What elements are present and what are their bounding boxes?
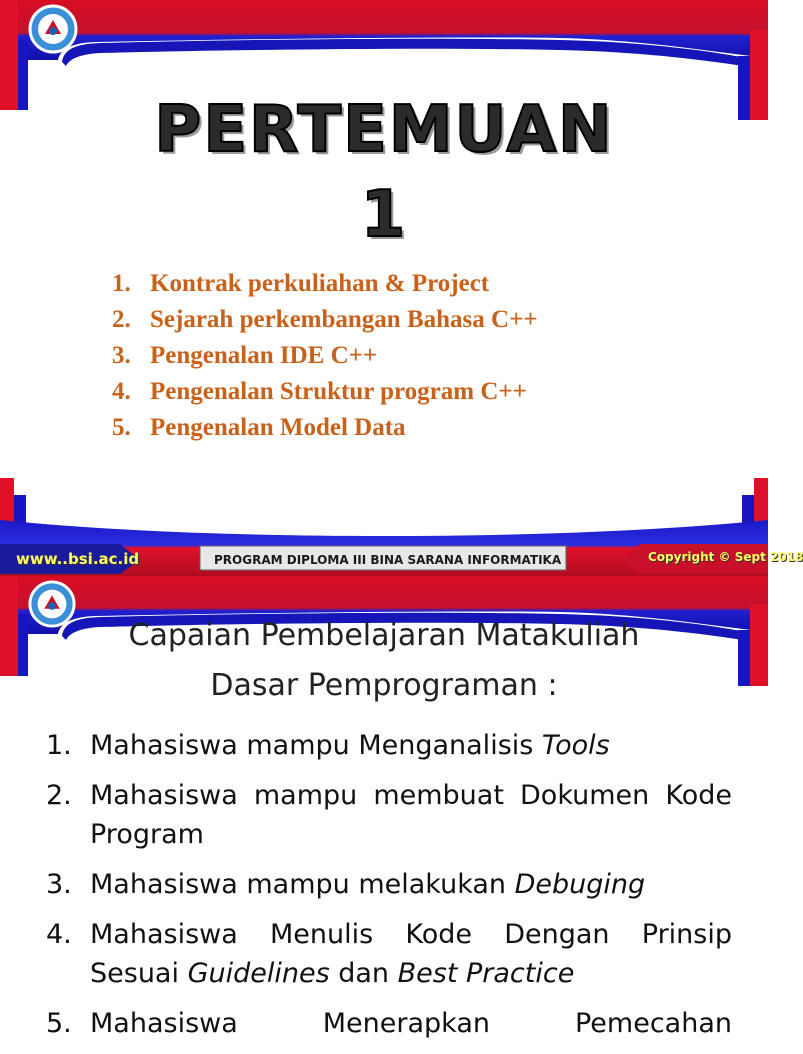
slide-capaian (0, 576, 768, 1039)
bsi-logo (28, 4, 78, 54)
footer-url: www..bsi.ac.id (16, 550, 140, 568)
footer-program-name: PROGRAM DIPLOMA III BINA SARANA INFORMATIKA (214, 553, 562, 567)
pertemuan-number: 1 (360, 178, 408, 252)
learning-goal-number: 2. (46, 780, 72, 811)
learning-goal-item (46, 915, 732, 993)
learning-goal-text: Mahasiswa Menulis Kode Dengan Prinsip Sesuai Guidelines dan Best Practice (90, 919, 732, 989)
learning-goal-text: Mahasiswa mampu Menganalisis Tools (90, 730, 610, 761)
footer-copyright: Copyright © Sept 2018 (648, 550, 803, 564)
learning-goal-number: 5. (46, 1008, 72, 1039)
learning-goal-item (46, 865, 732, 904)
topic-item: 4. Pengenalan Struktur program C++ (112, 378, 527, 405)
topic-item: 5. Pengenalan Model Data (112, 414, 406, 441)
learning-goal-item (46, 726, 732, 765)
pertemuan-title: PERTEMUAN (154, 93, 614, 167)
topic-item: 2. Sejarah perkembangan Bahasa C++ (112, 306, 538, 333)
slide-heading: Capaian Pembelajaran Matakuliah (128, 618, 640, 653)
topic-list (112, 266, 538, 446)
topic-item: 3. Pengenalan IDE C++ (112, 342, 378, 369)
slide-subheading: Dasar Pemprograman : (210, 668, 558, 703)
topic-item: 1. Kontrak perkuliahan & Project (112, 270, 490, 297)
learning-goal-number: 3. (46, 869, 72, 900)
learning-goal-text: Mahasiswa mampu membuat Dokumen Kode Program (90, 780, 732, 850)
learning-goal-item (46, 1004, 732, 1043)
learning-goal-item (46, 776, 732, 854)
learning-goal-number: 4. (46, 919, 72, 950)
learning-goals-list (46, 726, 732, 1054)
learning-goal-text: Mahasiswa Menerapkan Pemecahan (90, 1008, 732, 1039)
learning-goal-number: 1. (46, 730, 72, 761)
learning-goal-text: Mahasiswa mampu melakukan Debuging (90, 869, 646, 900)
